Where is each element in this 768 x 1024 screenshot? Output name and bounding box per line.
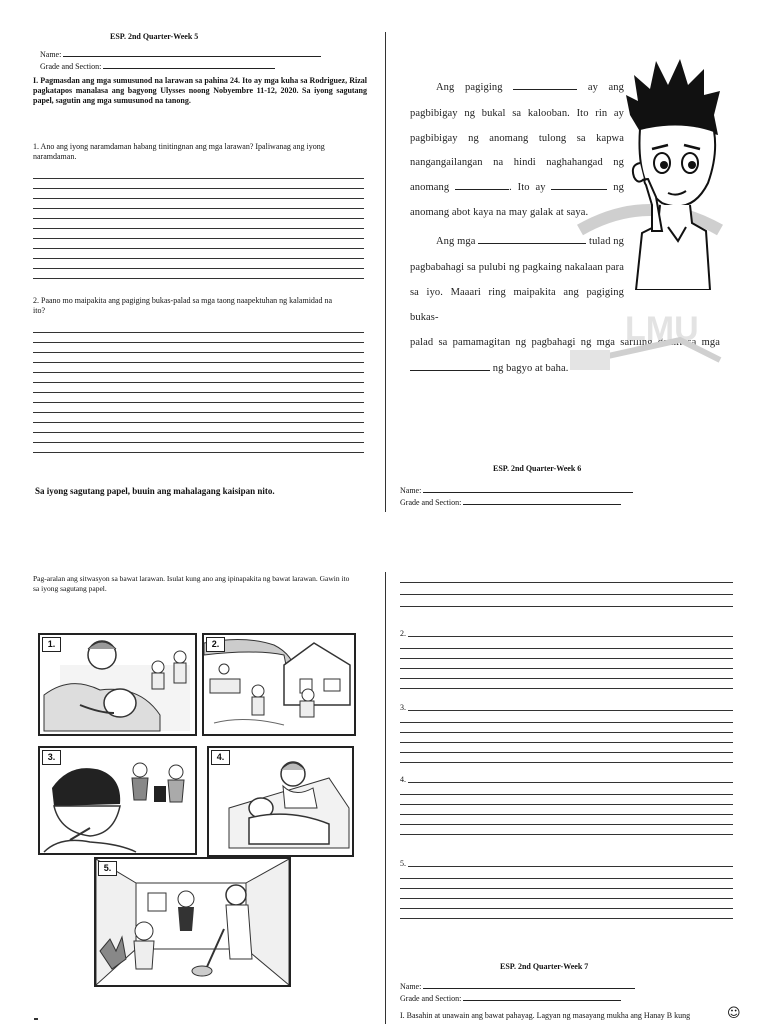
- answer-lines-1[interactable]: [400, 582, 733, 608]
- panel-number-3: 3.: [42, 750, 61, 765]
- picture-panel-5: [94, 857, 291, 987]
- instruction-week5: I. Pagmasdan ang mga sumusunod na larawan sa pahina 24. Ito ay mga kuha sa Rodriguez, Rizal pagkatapos manalasa ang bagyong Ulysses noong Nobyembre 11-12, 2020. Sa iyong sagutang papel, sagutin ang mga sumusunod na tanong.: [33, 76, 367, 105]
- grade-section-label: Grade and Section:: [40, 62, 102, 71]
- week7-title: ESP. 2nd Quarter-Week 7: [500, 962, 589, 971]
- week6-name-field[interactable]: Name:: [400, 484, 633, 496]
- answer-lines-5[interactable]: [400, 878, 733, 918]
- question-1: 1. Ano ang iyong naramdaman habang tinitingnan ang mga larawan? Ipaliwanag ang iyong naramdaman.: [33, 142, 325, 161]
- picture-panel-3: [38, 746, 197, 855]
- panel-number-4: 4.: [211, 750, 230, 765]
- answer-lines-q1[interactable]: [33, 178, 364, 288]
- name-label: Name:: [40, 50, 62, 59]
- panel-number-5: 5.: [98, 861, 117, 876]
- picture-panel-2: [202, 633, 356, 736]
- reading-passage-2: Ang mga tulad ng pagbabahagi sa pulubi ng pagkaing nakalaan para sa iyo. Maaari ring maipakita ang pagiging bukas- palad sa pamamagitan ng pagbahagi ng mga sariling damit sa mga ng bagyo at baha.: [410, 236, 720, 374]
- week7-name-field[interactable]: Name:: [400, 980, 635, 992]
- column-divider-top: [385, 32, 386, 512]
- column-divider-bottom: [385, 572, 386, 1024]
- week6-title: ESP. 2nd Quarter-Week 6: [493, 464, 582, 473]
- reading-passage-1: Ang pagiging ay ang pagbibigay ng bukal sa kalooban. Ito rin ay pagbibigay ng anomang tulong sa kapwa nangangailangan na hindi naghahangad ng anomang . Ito ay ng anomang abot kaya na may galak at saya.: [410, 82, 625, 218]
- answer-lines-q2[interactable]: [33, 332, 364, 454]
- week7-instruction: I. Basahin at unawain ang bawat pahayag. Lagyan ng masayang mukha ang Hanay B kung: [400, 1011, 691, 1020]
- panel-number-1: 1.: [42, 637, 61, 652]
- smiley-face-icon: ☺: [727, 1006, 741, 1021]
- week7-grade-field[interactable]: Grade and Section:: [400, 992, 621, 1004]
- answer-lines-3[interactable]: [400, 722, 733, 762]
- answer-lines-2[interactable]: [400, 648, 733, 688]
- page-mark: [34, 1018, 38, 1020]
- week5-title: ESP. 2nd Quarter-Week 5: [110, 32, 199, 41]
- grade-section-field[interactable]: [40, 60, 275, 72]
- week6-grade-field[interactable]: Grade and Section:: [400, 496, 621, 508]
- panel-number-2: 2.: [206, 637, 225, 652]
- name-field[interactable]: [40, 48, 321, 60]
- answer-lines-4[interactable]: [400, 794, 733, 834]
- svg-text:LMU: LMU: [625, 310, 699, 348]
- picture-instruction: Pag-aralan ang sitwasyon sa bawat larawan. Isulat kung ano ang ipinapakita ng bawat larawan. Gawin ito sa iyong sagutang papel.: [33, 574, 350, 593]
- question-2: 2. Paano mo maipakita ang pagiging bukas-palad sa mga taong naapektuhan ng kalamidad na ito?: [33, 296, 333, 315]
- closing-instruction: Sa iyong sagutang papel, buuin ang mahalagang kaisipan nito.: [35, 486, 275, 496]
- picture-panel-4: [207, 746, 354, 857]
- boy-thinking-illustration: [622, 55, 722, 290]
- picture-panel-1: [38, 633, 197, 736]
